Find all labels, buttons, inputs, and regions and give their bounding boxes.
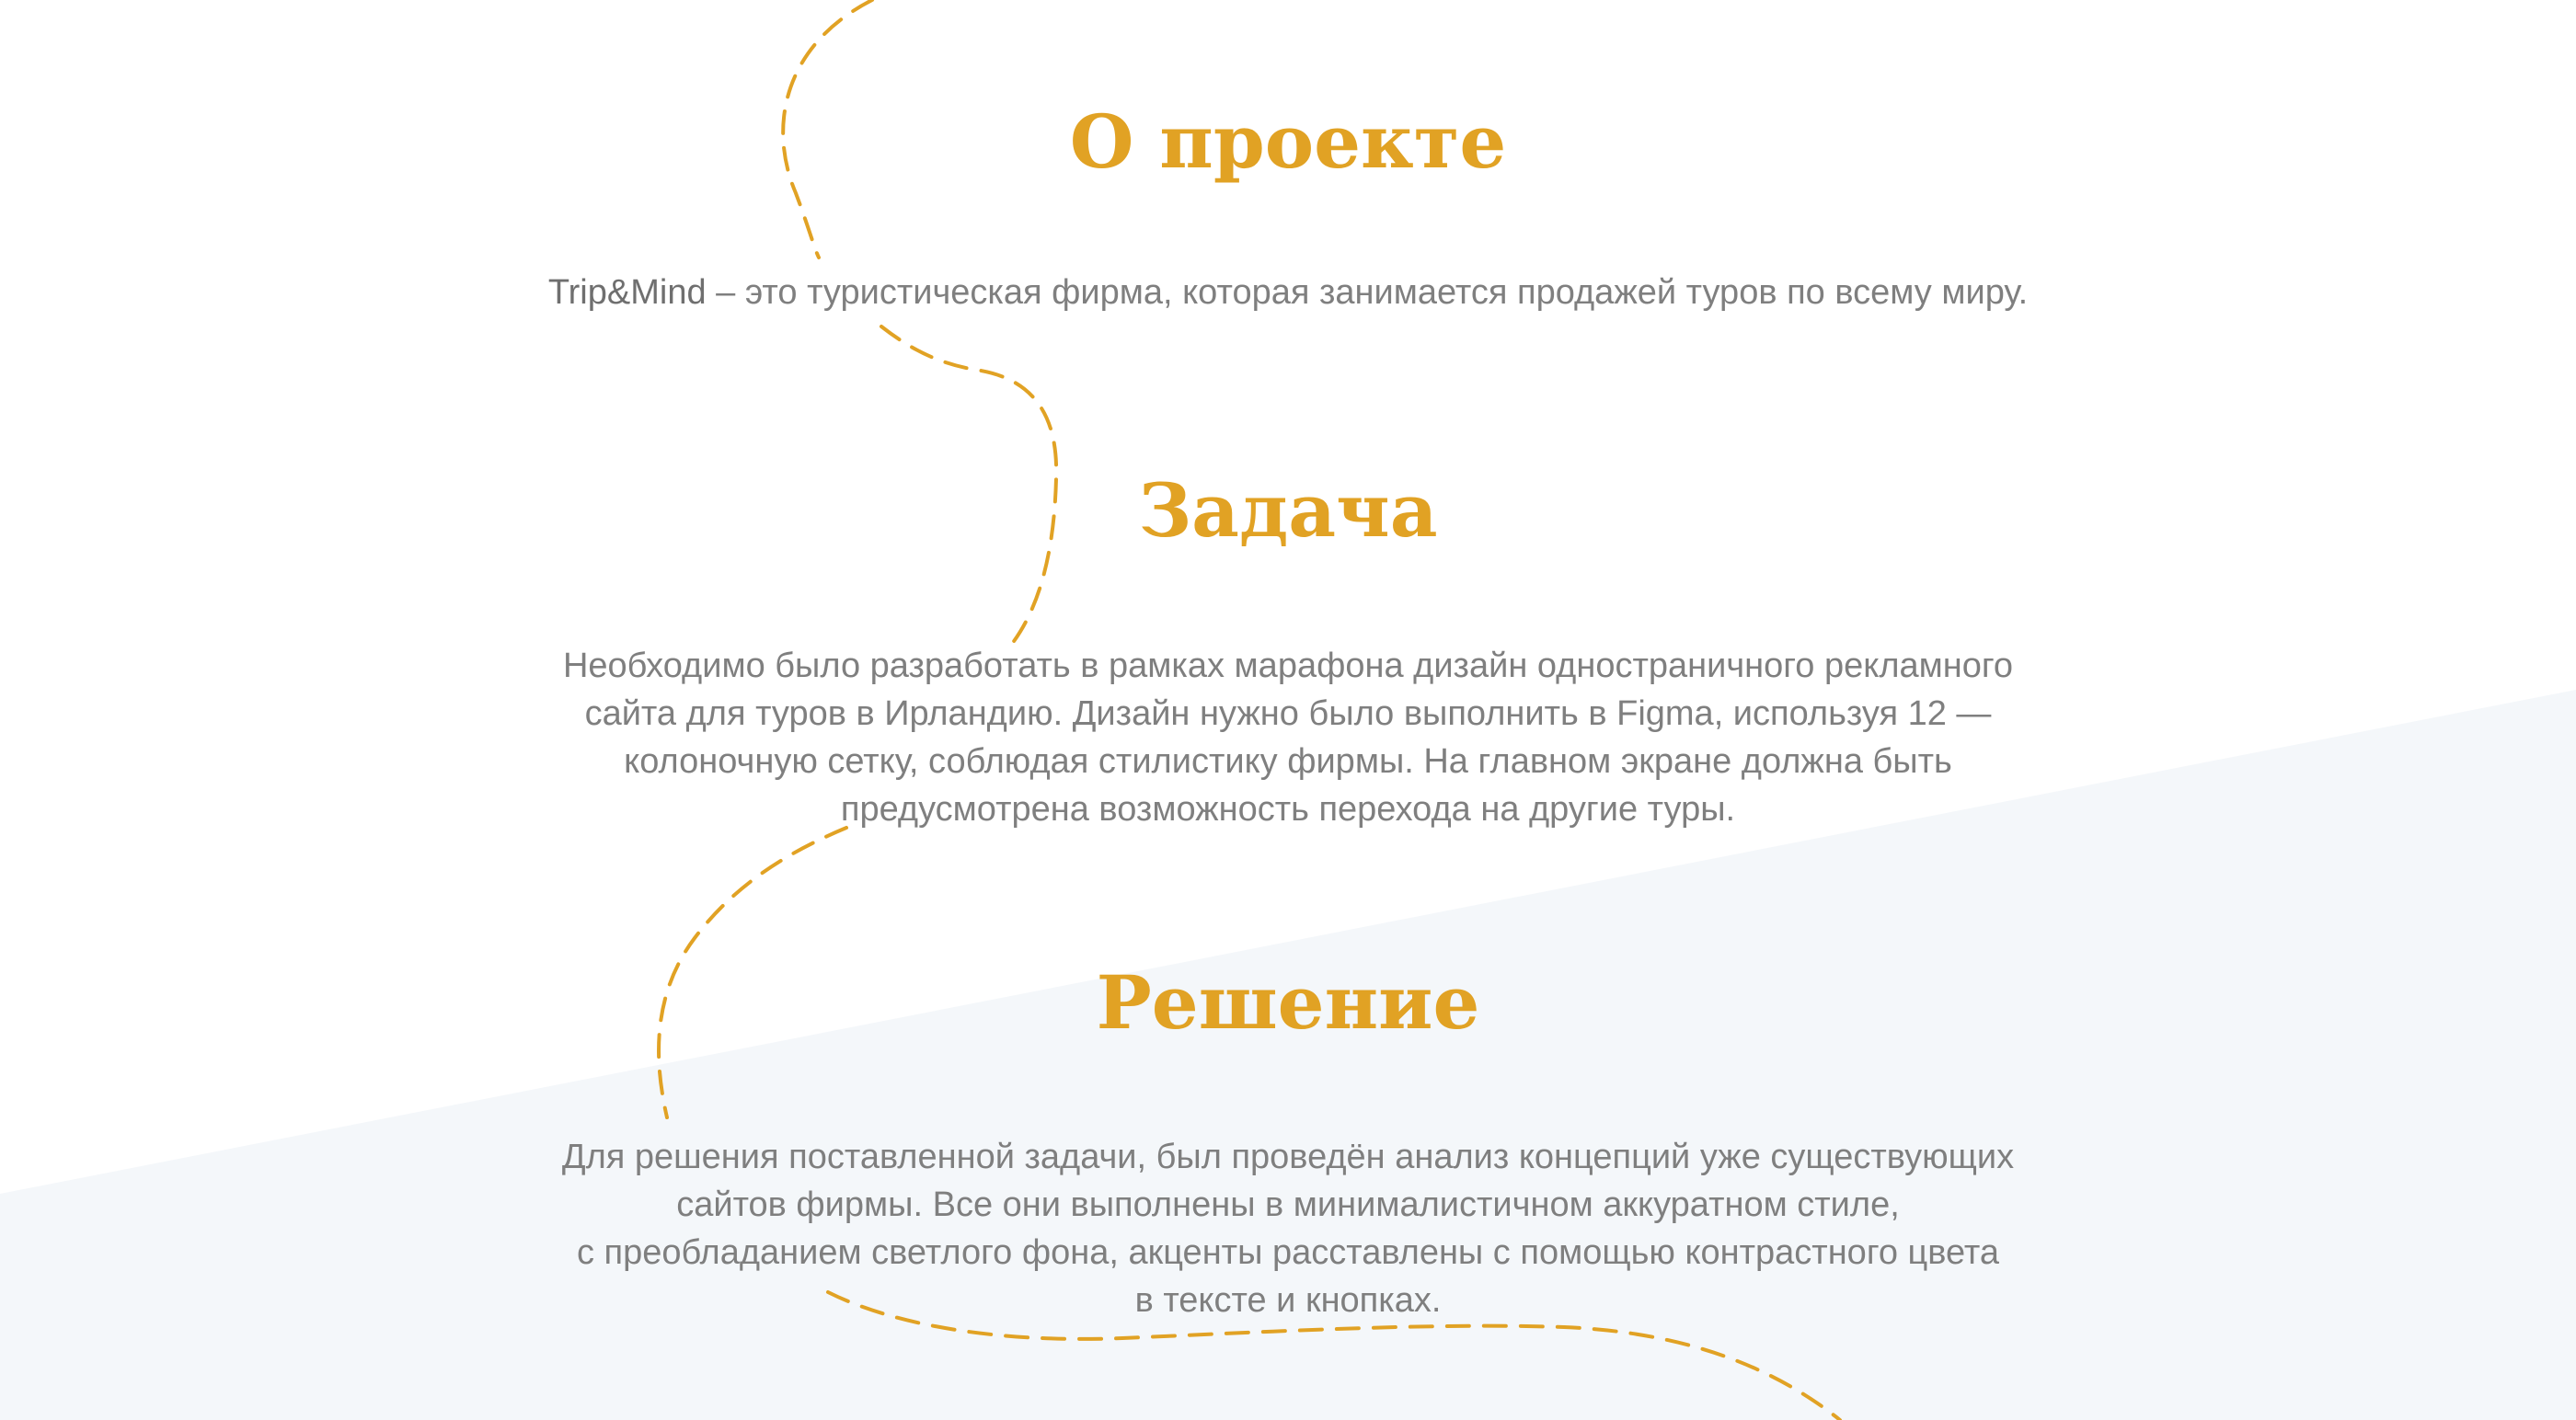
about-description: – это туристическая фирма, которая занимается продажей туров по всему миру. <box>706 273 2029 312</box>
about-section-title: О проекте <box>1069 98 1507 185</box>
solution-section-text <box>460 1133 2116 1324</box>
task-text-line: колоночную сетку, соблюдая стилистику фирмы. На главном экране должна быть <box>624 742 1952 781</box>
solution-section-title: Решение <box>1096 959 1480 1046</box>
task-section-text <box>460 642 2116 833</box>
brand-name: Trip&Mind <box>547 273 707 312</box>
task-text-line: сайта для туров в Ирландию. Дизайн нужно было выполнить в Figma, используя 12 — <box>584 694 1992 733</box>
about-section-text <box>460 269 2116 316</box>
task-text-line: Необходимо было разработать в рамках марафона дизайн одностраничного рекламного <box>562 647 2014 685</box>
task-section-title: Задача <box>1138 467 1438 554</box>
solution-text-line: в тексте и кнопках. <box>1134 1281 1442 1320</box>
solution-text-line: с преобладанием светлого фона, акценты расставлены с помощью контрастного цвета <box>576 1233 2000 1272</box>
task-text-line: предусмотрена возможность перехода на другие туры. <box>840 790 1736 829</box>
solution-text-line: Для решения поставленной задачи, был проведён анализ концепций уже существующих <box>561 1138 2015 1176</box>
solution-text-line: сайтов фирмы. Все они выполнены в минималистичном аккуратном стиле, <box>676 1185 1900 1224</box>
